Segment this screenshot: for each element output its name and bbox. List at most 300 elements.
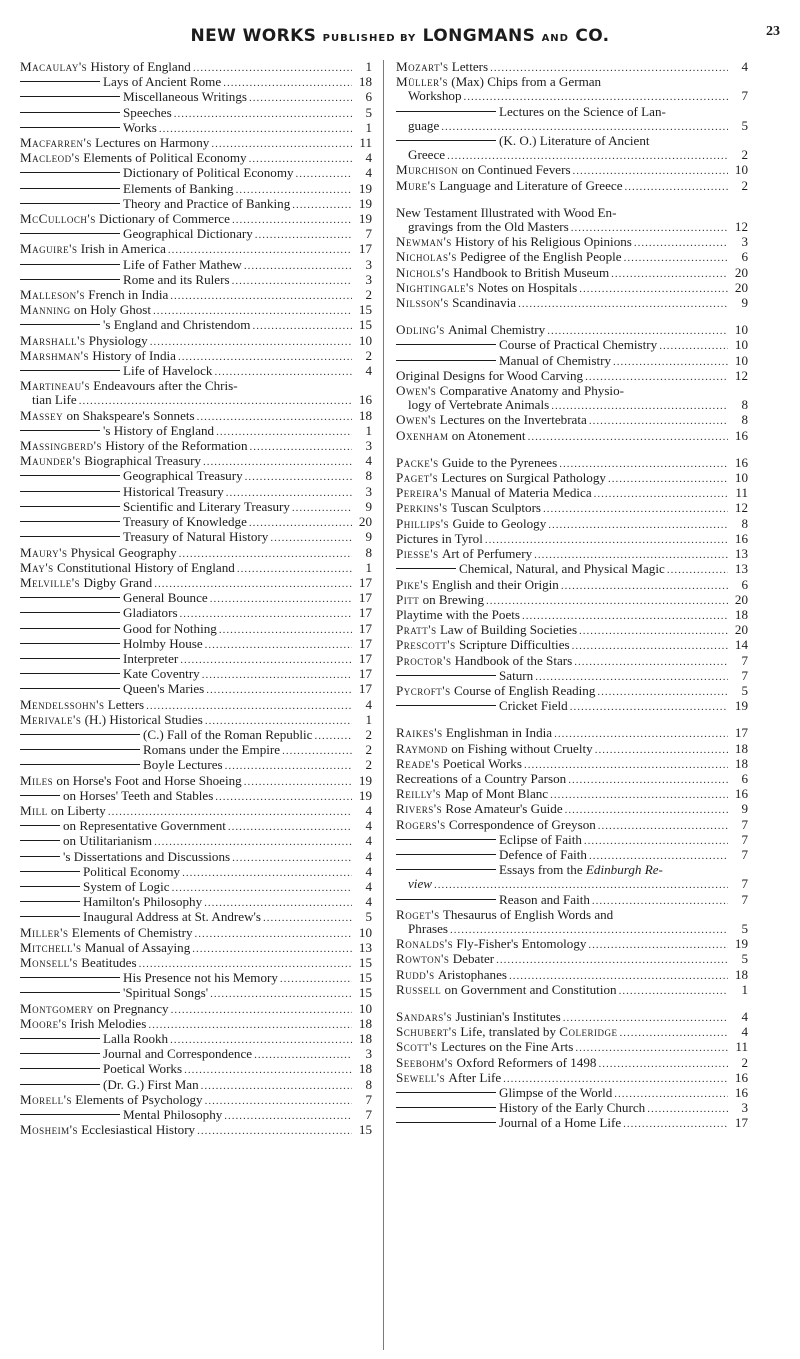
index-entry [396,250,748,265]
dot-leader [592,894,728,908]
entry-title: (Dr. G.) First Man [103,1076,199,1092]
dot-leader [172,881,352,895]
dot-leader [193,61,352,75]
ditto-dash [20,658,120,659]
dot-leader [450,923,728,937]
index-entry [20,424,372,439]
entry-page-number: 2 [741,147,748,163]
entry-title: Notes on Hospitals [477,279,578,295]
dot-leader [270,531,352,545]
index-entry [20,546,372,561]
index-entry [20,865,372,880]
index-entry [396,532,748,547]
dot-leader [490,61,728,75]
entry-author: Perkins's [396,500,448,516]
entry-author: May's [20,559,54,575]
dot-leader [619,984,728,998]
dot-leader [434,878,728,892]
index-entry [396,369,748,384]
entry-author: Proctor's [396,652,452,668]
dot-leader [572,639,728,653]
index-entry [396,501,748,516]
entry-author: Mure's [396,177,437,193]
index-entry [396,983,748,998]
dot-leader [565,803,728,817]
dot-leader [182,866,352,880]
index-entry [396,1071,748,1086]
running-title-published-by: PUBLISHED BY [322,33,417,44]
entry-author: Merivale's [20,711,82,727]
dot-leader [551,399,728,413]
entry-page-number: 20 [734,591,748,607]
entry-title: Journal of a Home Life [499,1115,622,1131]
entry-title: General Bounce [123,590,208,606]
entry-author: Miller's [20,924,69,940]
entry-author: Nilsson's [396,295,449,311]
index-entry [20,318,372,333]
dot-leader [237,562,352,576]
dot-leader [522,609,728,623]
ditto-dash [20,81,100,82]
entry-page-number: 17 [358,681,372,697]
entry-title: (H.) Historical Studies [84,711,203,727]
entry-author: Malleson's [20,287,86,303]
entry-page-number: 17 [358,590,372,606]
entry-author: Miles [20,772,54,788]
entry-page-number: 13 [734,561,748,577]
entry-page-number: 8 [365,544,372,560]
entry-page-number: 11 [735,485,748,501]
entry-author: Marshall's [20,332,86,348]
dot-leader [595,743,728,757]
entry-author: Pereira's [396,485,448,501]
dot-leader [292,501,352,515]
entry-title: on Utilitarianism [63,833,153,849]
ditto-dash [20,112,120,113]
index-entry [20,500,372,515]
index-entry-continuation [396,877,748,892]
ditto-dash [20,172,120,173]
entry-author: Owen's [396,412,437,428]
ditto-dash [20,734,140,735]
entry-page-number: 3 [365,483,372,499]
index-entry [20,986,372,1001]
entry-page-number: 3 [741,1100,748,1116]
entry-title: Lectures on Surgical Pathology [441,470,606,486]
entry-page-number: 9 [365,498,372,514]
entry-page-number: 4 [365,696,372,712]
ditto-dash [20,1114,120,1115]
entry-author: Moore's [20,1015,68,1031]
entry-author: Nichols's [396,264,450,280]
dot-leader [613,355,728,369]
entry-page-number: 7 [741,667,748,683]
entry-author: Mill [20,802,48,818]
index-entry [396,772,748,787]
dot-leader [195,927,352,941]
entry-page-number: 7 [741,876,748,892]
ditto-dash [20,1068,100,1069]
entry-author: Phillips's [396,515,450,531]
index-entry [20,197,372,212]
index-entry [396,623,748,638]
index-entry [396,833,748,848]
index-entry [20,1002,372,1017]
index-entry [396,608,748,623]
entry-title: gravings from the Old Masters [408,219,569,235]
entry-page-number: 4 [365,894,372,910]
entry-author: McCulloch's [20,211,96,227]
entry-author: Macaulay's [20,60,88,74]
entry-title: Englishman in India [445,725,553,741]
ditto-dash [20,370,120,371]
index-entry [20,303,372,318]
entry-title: Geographical Dictionary [123,226,253,242]
index-entry [20,273,372,288]
entry-author: Macleod's [20,150,81,166]
entry-page-number: 2 [365,287,372,303]
dot-leader [314,729,352,743]
entry-page-number: 9 [741,801,748,817]
dot-leader [263,911,352,925]
dot-leader [534,548,728,562]
entry-page-number: 13 [734,546,748,562]
index-entry [396,578,748,593]
entry-page-number: 18 [358,407,372,423]
ditto-dash [20,1038,100,1039]
entry-title: 'Spiritual Songs' [123,985,209,1001]
dot-leader [571,221,728,235]
entry-title: English and their Origin [431,576,559,592]
entry-title: Kate Coventry [123,666,200,682]
entry-title: 's History of England [103,422,215,438]
ditto-dash [20,597,120,598]
dot-leader [518,297,728,311]
index-entry [20,530,372,545]
entry-title: Manual of Assaying [84,939,191,955]
index-entry [20,106,372,121]
index-entry [20,1093,372,1108]
index-entry [20,1078,372,1093]
index-entry [396,893,748,908]
index-entry [396,1101,748,1116]
index-entry [20,1123,372,1138]
entry-title: Lectures on the Fine Arts [440,1039,574,1055]
dot-leader [486,594,728,608]
entry-title: Lectures on the Science of Lan- [499,103,666,119]
entry-author: Maguire's [20,241,78,257]
entry-page-number: 4 [365,848,372,864]
entry-title: Lectures on the Invertebrata [439,412,587,428]
entry-page-number: 16 [734,427,748,443]
index-entry [396,802,748,817]
entry-title: Course of Practical Chemistry [499,337,658,353]
entry-title: on Holy Ghost [73,302,152,318]
entry-page-number: 17 [358,620,372,636]
entry-author: Odling's [396,322,445,338]
index-entry [20,1017,372,1032]
dot-leader [563,1011,728,1025]
dot-leader [197,1124,352,1138]
entry-title: on Representative Government [63,818,226,834]
entry-page-number: 4 [365,165,372,181]
entry-title: Language and Literature of Greece [439,177,623,193]
entry-title: on Government and Constitution [444,981,617,997]
dot-leader [594,487,728,501]
dot-leader [548,518,728,532]
entry-page-number: 1 [365,119,372,135]
ditto-dash [20,233,120,234]
ditto-dash [20,856,60,857]
dot-leader [250,440,353,454]
entry-title: Irish Melodies [70,1015,147,1031]
entry-page-number: 4 [365,878,372,894]
ditto-dash [396,111,496,112]
dot-leader [215,790,352,804]
index-entry [20,819,372,834]
entry-page-number: 19 [358,180,372,196]
entry-title: Political Economy [83,863,181,879]
entry-page-number: 8 [741,515,748,531]
entry-title: Constitutional History of England [56,559,235,575]
dot-leader [550,788,728,802]
ditto-dash [20,1084,100,1085]
dot-leader [614,1087,728,1101]
index-entry [396,562,748,577]
index-entry [20,379,372,393]
dot-leader [252,319,352,333]
entry-author: Seebohm's [396,1054,454,1070]
entry-author: Pycroft's [396,682,451,698]
entry-title: Aristophanes [437,966,507,982]
entry-page-number: 19 [358,211,372,227]
ditto-dash [20,475,120,476]
dot-leader [554,727,728,741]
entry-title: Cricket Field [499,698,568,714]
index-column-left [20,60,372,1350]
index-entry [20,136,372,151]
ditto-dash [396,839,496,840]
dot-leader [210,987,352,1001]
index-entry [20,242,372,257]
entry-page-number: 6 [741,249,748,265]
entry-page-number: 15 [358,954,372,970]
entry-page-number: 15 [358,970,372,986]
index-entry [20,364,372,379]
dot-leader [197,410,352,424]
dot-leader [214,365,352,379]
index-entry [396,296,748,311]
ditto-dash [20,795,60,796]
entry-page-number: 4 [365,802,372,818]
entry-title: on Brewing [422,591,485,607]
entry-title: Lectures on Harmony [95,135,210,151]
entry-title: guage [408,117,440,133]
index-entry [396,726,748,741]
dot-leader [170,289,352,303]
entry-page-number: 12 [734,219,748,235]
dot-leader [203,455,352,469]
index-entry [396,323,748,338]
entry-page-number: 13 [358,939,372,955]
dot-leader [171,1003,352,1017]
entry-author: Raymond [396,740,448,756]
entry-page-number: 11 [735,1039,748,1055]
ditto-dash [20,749,140,750]
entry-title: Poetical Works [442,755,522,771]
dot-leader [249,91,352,105]
entry-page-number: 7 [741,816,748,832]
entry-page-number: 2 [365,757,372,773]
entry-page-number: 11 [359,135,372,151]
entry-author: Russell [396,981,442,997]
entry-page-number: 2 [741,1054,748,1070]
entry-title-italic: view [408,876,432,892]
entry-title: Interpreter [123,650,179,666]
dot-leader [524,758,728,772]
entry-title: Dictionary of Political Economy [123,165,294,181]
entry-page-number: 6 [741,770,748,786]
entry-title: Justinian's Institutes [455,1008,561,1024]
entry-title: Letters [451,60,489,74]
index-entry [20,971,372,986]
entry-title: History of his Religious Opinions [455,234,632,250]
index-entry [396,486,748,501]
dot-leader [574,655,728,669]
dot-leader [180,607,352,621]
entry-title: Poetical Works [103,1061,183,1077]
index-entry [396,429,748,444]
entry-page-number: 18 [358,1031,372,1046]
entry-page-number: 10 [734,162,748,178]
ditto-dash [20,279,120,280]
dot-leader [588,938,728,952]
index-entry-continuation [396,220,748,235]
dot-leader [159,122,352,136]
entry-title: Glimpse of the World [499,1085,613,1100]
dot-leader [573,164,728,178]
index-entry-continuation [396,119,748,134]
entry-title: History of the Early Church [499,1100,646,1116]
dot-leader [178,350,352,364]
dot-leader [153,304,352,318]
entry-title: Elements of Banking [123,180,234,196]
entry-page-number: 1 [365,559,372,575]
ditto-dash [20,688,120,689]
index-entry [20,409,372,424]
index-entry [20,926,372,941]
entry-title: on Fishing without Cruelty [451,740,593,756]
entry-title: History of the Reformation [105,438,248,454]
dot-leader [584,834,728,848]
dot-leader [184,1063,352,1077]
entry-title: Phrases [408,920,449,936]
ditto-dash [20,992,120,993]
entry-author: Murchison [396,162,459,178]
entry-title: Elements of Psychology [75,1091,203,1107]
ditto-dash [396,899,496,900]
entry-page-number: 17 [358,650,372,666]
entry-title: Chemical, Natural, and Physical Magic [459,561,665,577]
entry-title: Comparative Anatomy and Physio- [439,383,624,399]
entry-page-number: 10 [358,1000,372,1016]
ditto-dash [20,324,100,325]
dot-leader [659,339,728,353]
dot-leader [441,120,728,134]
dot-leader [219,623,352,637]
entry-page-number: 17 [734,1115,748,1131]
ditto-dash [20,871,80,872]
entry-page-number: 6 [365,89,372,105]
entry-title: Historical Treasury [123,483,224,499]
index-entry [20,910,372,925]
dot-leader [211,137,352,151]
dot-leader [296,167,352,181]
ditto-dash [20,916,80,917]
dot-leader [206,683,352,697]
entry-title: Tuscan Sculptors [450,500,542,516]
index-entry [396,456,748,471]
entry-title: Physiology [88,332,148,348]
entry-title: Gladiators [123,605,178,621]
index-entry [396,757,748,772]
entry-author: Marshman's [20,347,90,363]
index-entry-continuation [396,148,748,163]
dot-leader [236,183,352,197]
dot-leader [154,835,352,849]
entry-author: Morell's [20,1091,73,1107]
dot-leader [625,180,728,194]
entry-page-number: 7 [365,226,372,242]
entry-author: Maunder's [20,453,82,469]
entry-page-number: 2 [741,177,748,193]
entry-author: Roget's [396,906,440,922]
entry-page-number: 4 [741,1008,748,1024]
entry-title: After Life [448,1069,502,1085]
entry-page-number: 19 [734,936,748,952]
ditto-dash [20,977,120,978]
ditto-dash [20,506,120,507]
dot-leader [232,851,352,865]
dot-leader [108,805,352,819]
entry-page-number: 15 [358,302,372,318]
index-entry [396,1086,748,1101]
entry-page-number: 17 [358,241,372,257]
index-entry [20,75,372,90]
index-entry [396,669,748,684]
entry-author: Martineau's [20,378,90,394]
entry-page-number: 19 [358,772,372,788]
entry-author: Mendelssohn's [20,696,105,712]
dot-leader [192,942,352,956]
entry-page-number: 5 [741,682,748,698]
index-entry [20,454,372,469]
entry-title: (K. O.) Literature of Ancient [499,133,650,149]
ditto-dash [20,203,120,204]
entry-title: Beatitudes [81,954,137,970]
entry-title: Art of Perfumery [441,546,533,562]
entry-title: on Shakspeare's Sonnets [66,407,195,423]
entry-page-number: 16 [358,392,372,408]
index-entry [396,413,748,428]
index-entry [20,682,372,697]
dot-leader [170,1033,352,1047]
dot-leader [225,759,352,773]
dot-leader [598,819,728,833]
entry-page-number: 1 [741,981,748,997]
entry-title: on Horses' Teeth and Stables [63,787,214,803]
entry-page-number: 2 [365,742,372,758]
